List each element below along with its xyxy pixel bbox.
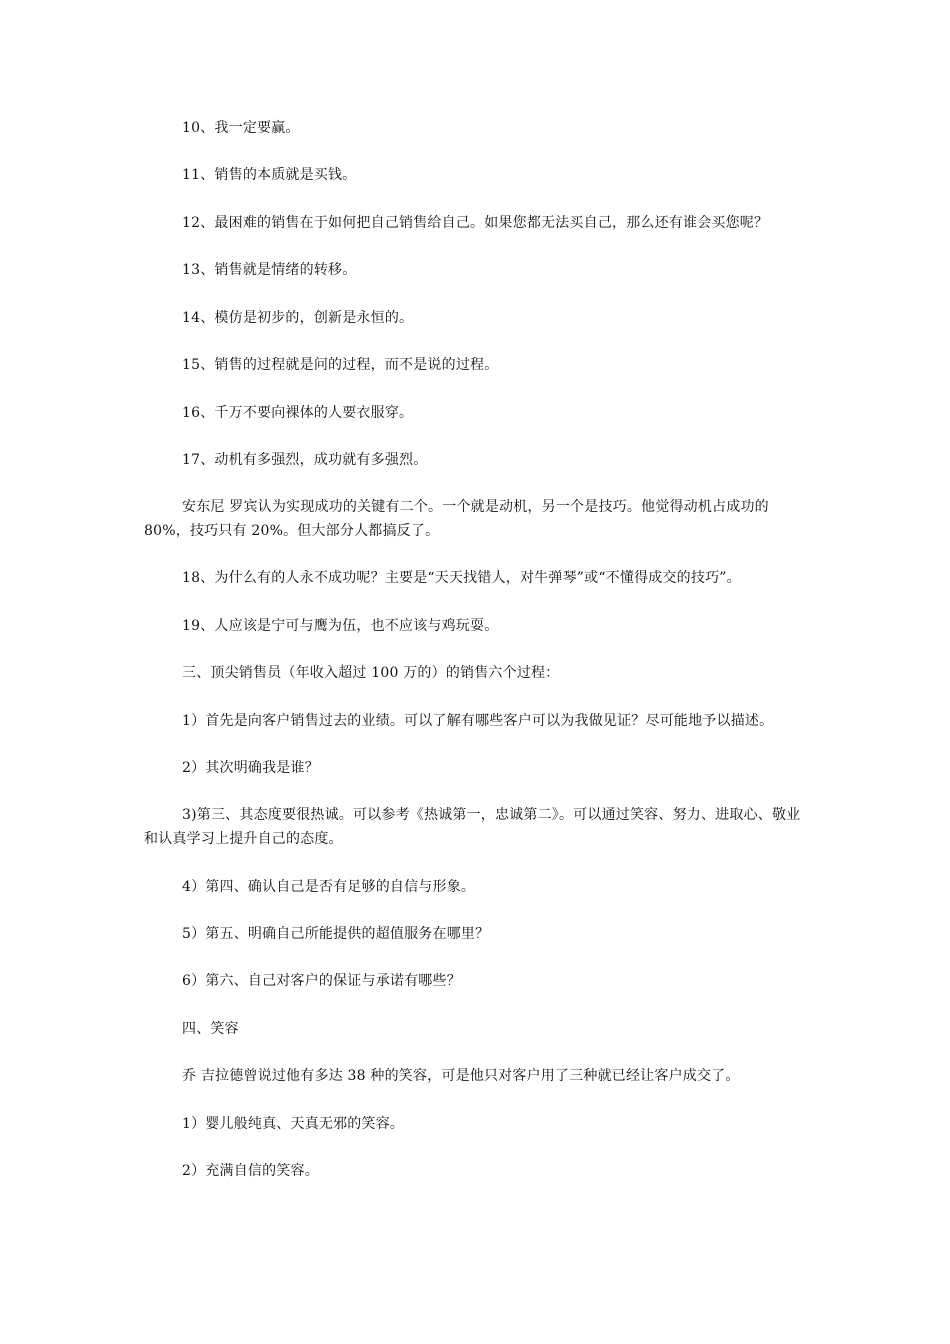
paragraph-item-13: 13、销售就是情绪的转移。	[182, 262, 357, 278]
paragraph-item-19: 19、人应该是宁可与鹰为伍，也不应该与鸡玩耍。	[182, 618, 499, 634]
paragraph-item-11: 11、销售的本质就是买钱。	[182, 167, 357, 183]
paragraph-item-10: 10、我一定要赢。	[182, 120, 300, 136]
paragraph-robbins-line-2: 80%，技巧只有 20%。但大部分人都搞反了。	[144, 523, 440, 539]
paragraph-item-15: 15、销售的过程就是问的过程，而不是说的过程。	[182, 357, 499, 373]
paragraph-item-12: 12、最困难的销售在于如何把自己销售给自己。如果您都无法买自己，那么还有谁会买您呢？	[182, 215, 769, 231]
process-step-4: 4）第四、确认自己是否有足够的自信与形象。	[182, 879, 476, 895]
process-step-3-line-2: 和认真学习上提升自己的态度。	[144, 831, 343, 847]
process-step-1: 1）首先是向客户销售过去的业绩。可以了解有哪些客户可以为我做见证？尽可能地予以描述。	[182, 713, 774, 729]
paragraph-item-18: 18、为什么有的人永不成功呢？主要是“天天找错人，对牛弹琴”或“不懂得成交的技巧”。	[182, 570, 741, 586]
paragraph-item-17: 17、动机有多强烈，成功就有多强烈。	[182, 452, 428, 468]
paragraph-item-16: 16、千万不要向裸体的人要衣服穿。	[182, 405, 414, 421]
process-step-3-line-1: 3)第三、其态度要很热诚。可以参考《热诚第一，忠诚第二》。可以通过笑容、努力、进取心、敬业	[182, 807, 801, 823]
paragraph-item-14: 14、模仿是初步的，创新是永恒的。	[182, 310, 414, 326]
section-heading-four: 四、笑容	[182, 1021, 239, 1037]
process-step-6: 6）第六、自己对客户的保证与承诺有哪些？	[182, 973, 461, 989]
smile-item-1: 1）婴儿般纯真、天真无邪的笑容。	[182, 1116, 405, 1132]
paragraph-robbins-line-1: 安东尼 罗宾认为实现成功的关键有二个。一个就是动机，另一个是技巧。他觉得动机占成功的	[182, 499, 769, 515]
smile-item-2: 2）充满自信的笑容。	[182, 1163, 319, 1179]
section-heading-three: 三、顶尖销售员（年收入超过 100 万的）的销售六个过程：	[182, 665, 560, 681]
process-step-2: 2）其次明确我是谁？	[182, 760, 319, 776]
process-step-5: 5）第五、明确自己所能提供的超值服务在哪里？	[182, 926, 490, 942]
paragraph-joe-girard: 乔 吉拉德曾说过他有多达 38 种的笑容，可是他只对客户用了三种就已经让客户成交了。	[182, 1068, 740, 1084]
